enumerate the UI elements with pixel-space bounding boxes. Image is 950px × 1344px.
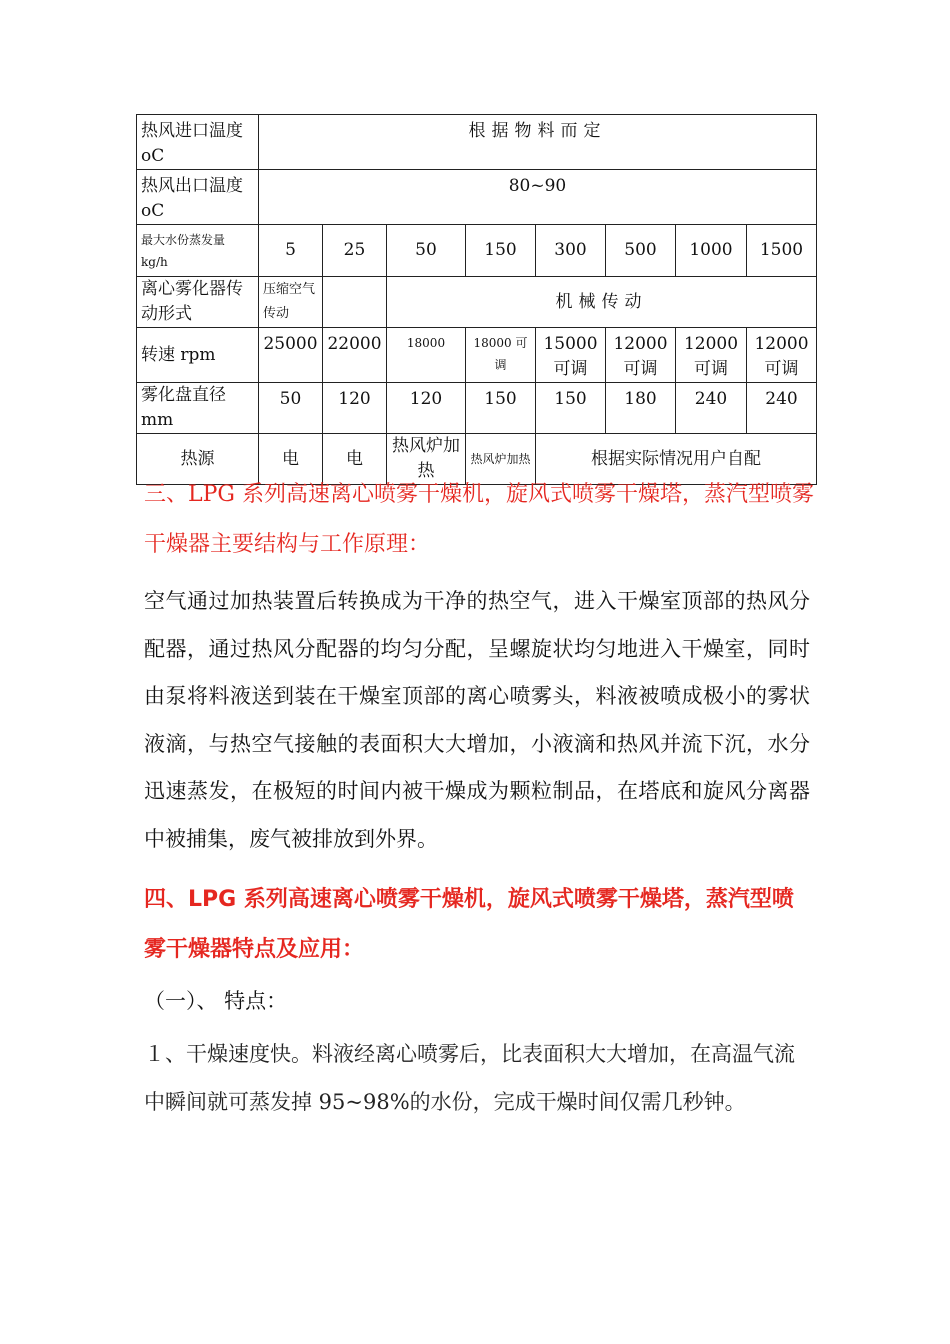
cell-value: 12000 可调 (606, 328, 676, 383)
section3-heading: 三、LPG 系列高速离心喷雾干燥机，旋风式喷雾干燥塔，蒸汽型喷雾干燥器主要结构与工作原理： (144, 482, 814, 557)
cell-value: 80~90 (259, 170, 817, 225)
cell-value: 1500 (747, 225, 817, 277)
cell-value: 240 (676, 383, 747, 434)
cell-value: 22000 (323, 328, 387, 383)
cell-label: 转速 rpm (137, 328, 259, 383)
cell-value: 15000 可调 (536, 328, 606, 383)
row-evaporation (137, 225, 817, 277)
cell-value: 12000 可调 (676, 328, 747, 383)
cell-value: 300 (536, 225, 606, 277)
cell-value: 根据物料而定 (259, 115, 817, 170)
cell-value: 根据实际情况用户自配 (536, 434, 817, 485)
cell-value: 500 (606, 225, 676, 277)
cell-label: 最大水份蒸发量 kg/h (137, 225, 259, 277)
cell-value: 50 (387, 225, 466, 277)
cell-value: 电 (259, 434, 323, 485)
cell-value: 5 (259, 225, 323, 277)
cell-label: 雾化盘直径 mm (137, 383, 259, 434)
cell-value: 机械传动 (387, 277, 817, 328)
section3-body: 空气通过加热装置后转换成为干净的热空气，进入干燥室顶部的热风分配器，通过热风分配器的均匀分配，呈螺旋状均匀地进入干燥室，同时由泵将料液送到装在干燥室顶部的离心喷雾头，料液被喷成极小的雾状液滴，与热空气接触的表面积大大增加，小液滴和热风并流下沉，水分迅速蒸发，在极短的时间内被干燥成为颗粒制品，在塔底和旋风分离器中被捕集，废气被排放到外界。 (144, 589, 810, 851)
cell-label: 热源 (137, 434, 259, 485)
cell-label: 热风出口温度 oC (137, 170, 259, 225)
row-inlet-temp (137, 115, 817, 170)
cell-label: 热风进口温度 oC (137, 115, 259, 170)
cell-value: 热风炉加热 (466, 434, 536, 485)
cell-value: 50 (259, 383, 323, 434)
cell-value: 150 (466, 225, 536, 277)
cell-label: 离心雾化器传动形式 (137, 277, 259, 328)
feature-item-1: １、干燥速度快。料液经离心喷雾后，比表面积大大增加，在高温气流中瞬间就可蒸发掉 95~98%的水份，完成干燥时间仅需几秒钟。 (144, 1042, 795, 1114)
cell-value: 电 (323, 434, 387, 485)
section4-subheading: （一）、 特点： (144, 989, 288, 1013)
spec-table (136, 114, 817, 485)
cell-value: 150 (466, 383, 536, 434)
row-disk (137, 383, 817, 434)
cell-value (323, 277, 387, 328)
cell-value: 25 (323, 225, 387, 277)
cell-value: 120 (323, 383, 387, 434)
cell-value: 25000 (259, 328, 323, 383)
cell-value: 压缩空气传动 (259, 277, 323, 328)
cell-value: 18000 可调 (466, 328, 536, 383)
cell-value: 180 (606, 383, 676, 434)
cell-value: 12000 可调 (747, 328, 817, 383)
cell-value: 150 (536, 383, 606, 434)
row-outlet-temp (137, 170, 817, 225)
cell-value: 热风炉加热 (387, 434, 466, 485)
cell-value: 240 (747, 383, 817, 434)
row-drive (137, 277, 817, 328)
row-speed (137, 328, 817, 383)
cell-value: 18000 (387, 328, 466, 383)
section4-heading: 四、LPG 系列高速离心喷雾干燥机，旋风式喷雾干燥塔，蒸汽型喷雾干燥器特点及应用： (144, 887, 794, 962)
cell-value: 1000 (676, 225, 747, 277)
cell-value: 120 (387, 383, 466, 434)
